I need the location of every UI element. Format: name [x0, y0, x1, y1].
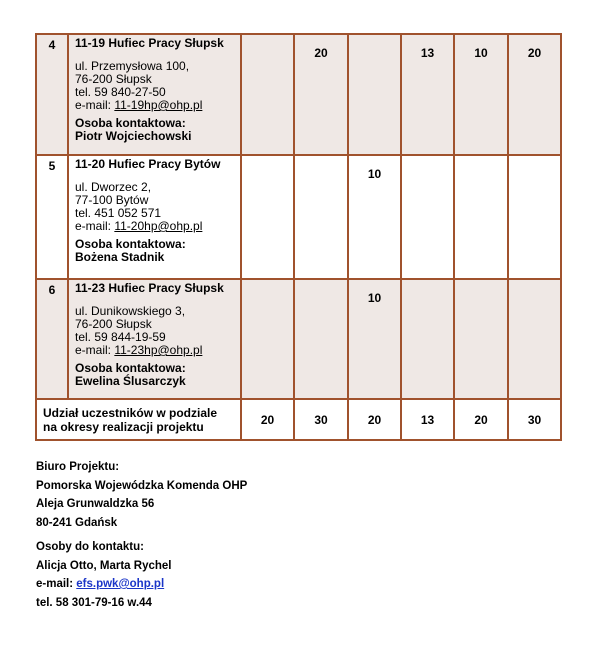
unit-info: [68, 279, 241, 399]
summary-value: 20: [454, 399, 508, 440]
office-phone: tel. 58 301-79-16 w.44: [36, 596, 152, 609]
contacts-names: Alicja Otto, Marta Rychel: [36, 559, 172, 572]
row-number: 6: [36, 279, 68, 399]
value-cell: [454, 279, 508, 399]
unit-street: ul. Przemysłowa 100,: [75, 59, 190, 73]
value-cell: 20: [294, 34, 348, 155]
table-row: [36, 34, 561, 155]
summary-value: 20: [348, 399, 401, 440]
unit-phone: tel. 59 840-27-50: [75, 85, 166, 99]
contact-label: Osoba kontaktowa:: [75, 237, 186, 251]
email-prefix: e-mail:: [75, 343, 115, 357]
email-prefix: e-mail:: [75, 98, 115, 112]
office-street: Aleja Grunwaldzka 56: [36, 498, 155, 510]
contact-name: Ewelina Ślusarczyk: [75, 374, 186, 388]
unit-name: 11-19 Hufiec Pracy Słupsk: [75, 36, 224, 50]
unit-email: [75, 220, 234, 233]
summary-value: 30: [508, 399, 561, 440]
office-email: [36, 575, 247, 594]
value-cell: [294, 279, 348, 399]
value-cell: 10: [454, 34, 508, 155]
unit-info: [68, 34, 241, 155]
unit-city: 76-200 Słupsk: [75, 72, 152, 86]
summary-value: 20: [241, 399, 294, 440]
value-cell: 20: [508, 34, 561, 155]
table-row: [36, 155, 561, 279]
unit-info: [68, 155, 241, 279]
unit-phone: tel. 59 844-19-59: [75, 330, 166, 344]
unit-name: 11-23 Hufiec Pracy Słupsk: [75, 281, 224, 295]
contacts-label: Osoby do kontaktu:: [36, 541, 144, 553]
unit-email-link[interactable]: 11-20hp@ohp.pl: [114, 219, 203, 233]
unit-street: ul. Dunikowskiego 3,: [75, 304, 186, 318]
contact-label: Osoba kontaktowa:: [75, 361, 186, 375]
email-prefix: e-mail:: [75, 219, 115, 233]
value-cell: [508, 155, 561, 279]
table-row: [36, 279, 561, 399]
value-cell: 13: [401, 34, 454, 155]
row-number: 5: [36, 155, 68, 279]
value-cell: [241, 155, 294, 279]
unit-city: 76-200 Słupsk: [75, 317, 152, 331]
contact-name: Piotr Wojciechowski: [75, 129, 192, 143]
office-email-link[interactable]: efs.pwk@ohp.pl: [76, 578, 165, 590]
unit-email-link[interactable]: 11-23hp@ohp.pl: [114, 343, 203, 357]
office-city: 80-241 Gdańsk: [36, 516, 118, 529]
participants-table: [35, 33, 562, 441]
summary-value: 30: [294, 399, 348, 440]
row-number: 4: [36, 34, 68, 155]
unit-email: [75, 344, 234, 357]
office-org-name: Pomorska Wojewódzka Komenda OHP: [36, 479, 248, 492]
value-cell: [401, 155, 454, 279]
value-cell: [241, 279, 294, 399]
unit-street: ul. Dworzec 2,: [75, 180, 152, 194]
unit-email-link[interactable]: 11-19hp@ohp.pl: [114, 98, 203, 112]
summary-row: [36, 399, 561, 440]
value-cell: 10: [348, 155, 401, 279]
value-cell: [348, 34, 401, 155]
value-cell: [401, 279, 454, 399]
summary-label: Udział uczestników w podziale na okresy realizacji projektu: [36, 399, 241, 440]
summary-value: 13: [401, 399, 454, 440]
unit-email: [75, 99, 234, 112]
unit-name: 11-20 Hufiec Pracy Bytów: [75, 157, 221, 171]
contact-name: Bożena Stadnik: [75, 250, 165, 264]
project-office-info: [36, 458, 247, 612]
value-cell: [508, 279, 561, 399]
value-cell: 10: [348, 279, 401, 399]
value-cell: [294, 155, 348, 279]
contact-label: Osoba kontaktowa:: [75, 116, 186, 130]
office-label: Biuro Projektu:: [36, 461, 120, 473]
email-prefix: e-mail:: [36, 578, 77, 590]
unit-phone: tel. 451 052 571: [75, 206, 162, 220]
value-cell: [454, 155, 508, 279]
unit-city: 77-100 Bytów: [75, 193, 149, 207]
value-cell: [241, 34, 294, 155]
